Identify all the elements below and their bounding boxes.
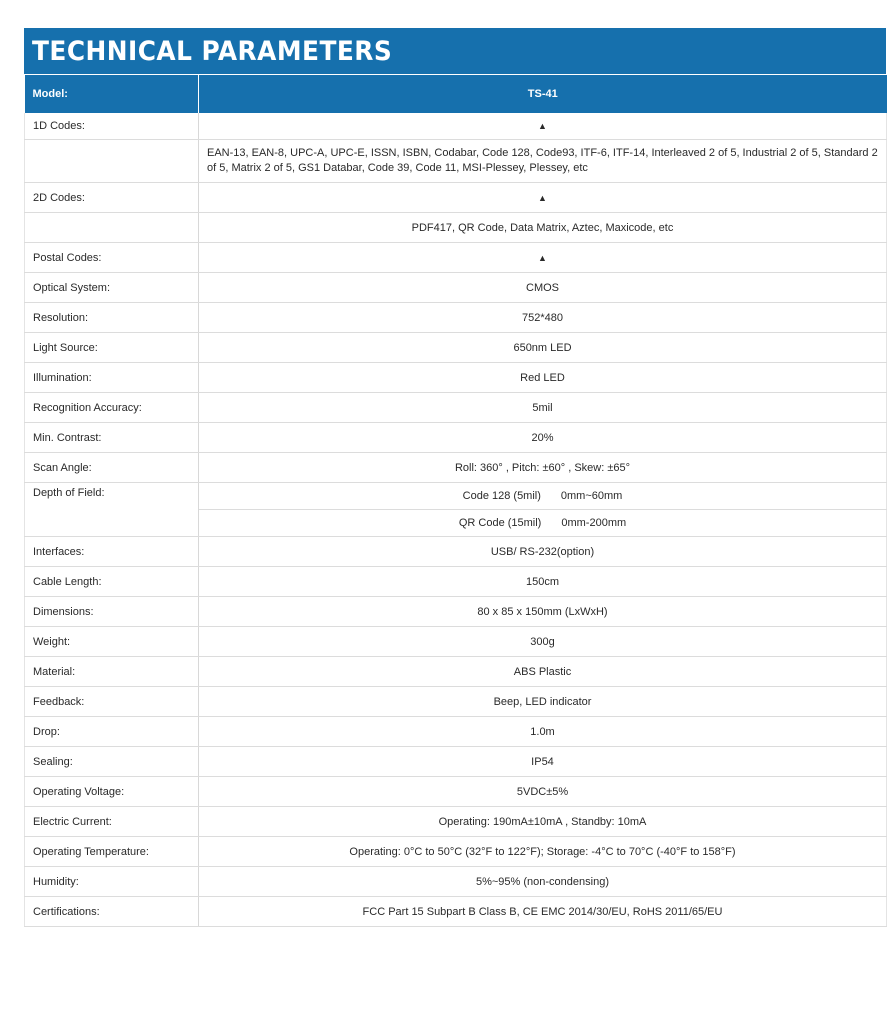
row-label: Min. Contrast:	[25, 423, 199, 453]
table-row	[25, 897, 887, 927]
row-label: Weight:	[25, 627, 199, 657]
row-postal-codes	[25, 243, 887, 273]
row-label: Scan Angle:	[25, 453, 199, 483]
table-row	[25, 333, 887, 363]
row-depth-of-field	[25, 483, 887, 510]
supported-marker-2d	[199, 183, 887, 213]
table-row	[25, 807, 887, 837]
row-label-empty	[25, 213, 199, 243]
row-label: Electric Current:	[25, 807, 199, 837]
row-label: 2D Codes:	[25, 183, 199, 213]
model-value: TS-41	[199, 75, 887, 113]
table-row	[25, 837, 887, 867]
row-value: CMOS	[199, 273, 887, 303]
row-value: 300g	[199, 627, 887, 657]
dof-range-2: 0mm-200mm	[561, 517, 627, 529]
supported-marker-postal	[199, 243, 887, 273]
row-label: Feedback:	[25, 687, 199, 717]
row-label: Light Source:	[25, 333, 199, 363]
triangle-icon: ▲	[538, 121, 547, 131]
row-label: Operating Temperature:	[25, 837, 199, 867]
dof-range-1: 0mm~60mm	[560, 490, 623, 502]
row-value: Operating: 190mA±10mA , Standby: 10mA	[199, 807, 887, 837]
row-1d-codes	[25, 113, 887, 140]
table-row	[25, 657, 887, 687]
row-label: Optical System:	[25, 273, 199, 303]
table-row	[25, 747, 887, 777]
table-row	[25, 627, 887, 657]
row-label: Material:	[25, 657, 199, 687]
row-label: 1D Codes:	[25, 113, 199, 140]
row-label: Illumination:	[25, 363, 199, 393]
table-row	[25, 423, 887, 453]
row-label: Cable Length:	[25, 567, 199, 597]
table-row	[25, 777, 887, 807]
model-label: Model:	[25, 75, 199, 113]
table-row	[25, 363, 887, 393]
table-row	[25, 687, 887, 717]
row-label: Interfaces:	[25, 537, 199, 567]
table-row	[25, 567, 887, 597]
table-row	[25, 303, 887, 333]
row-value: IP54	[199, 747, 887, 777]
codes-2d-list: PDF417, QR Code, Data Matrix, Aztec, Maxicode, etc	[199, 213, 887, 243]
row-value: 150cm	[199, 567, 887, 597]
table-row	[25, 273, 887, 303]
row-value: Roll: 360° , Pitch: ±60° , Skew: ±65°	[199, 453, 887, 483]
header-row	[25, 75, 887, 113]
row-label: Recognition Accuracy:	[25, 393, 199, 423]
row-value: 20%	[199, 423, 887, 453]
row-label: Operating Voltage:	[25, 777, 199, 807]
codes-1d-list: EAN-13, EAN-8, UPC-A, UPC-E, ISSN, ISBN, Codabar, Code 128, Code93, ITF-6, ITF-14, Interleaved 2 of 5, Industrial 2 of 5, Standard 2 of 5, Matrix 2 of 5, GS1 Databar, Code 39, Code 11, MSI-Plessey, Plessey, etc	[199, 140, 887, 183]
row-label: Depth of Field:	[25, 483, 199, 537]
row-1d-codes-list	[25, 140, 887, 183]
depth-of-field-line-2	[199, 510, 887, 537]
table-row	[25, 453, 887, 483]
page-title: TECHNICAL PARAMETERS	[32, 35, 393, 67]
table-row	[25, 537, 887, 567]
row-value: 5%~95% (non-condensing)	[199, 867, 887, 897]
triangle-icon: ▲	[538, 192, 547, 203]
row-label: Dimensions:	[25, 597, 199, 627]
row-value: FCC Part 15 Subpart B Class B, CE EMC 2014/30/EU, RoHS 2011/65/EU	[199, 897, 887, 927]
row-value: 5VDC±5%	[199, 777, 887, 807]
dof-code-1: Code 128 (5mil)	[462, 490, 541, 502]
row-2d-codes	[25, 183, 887, 213]
table-row	[25, 597, 887, 627]
supported-marker-1d	[199, 113, 887, 140]
row-value: Red LED	[199, 363, 887, 393]
row-label: Sealing:	[25, 747, 199, 777]
title-banner	[24, 28, 886, 75]
row-label: Certifications:	[25, 897, 199, 927]
row-label: Postal Codes:	[25, 243, 199, 273]
row-label-empty	[25, 140, 199, 183]
spec-table	[24, 75, 887, 927]
table-row	[25, 393, 887, 423]
row-2d-codes-list	[25, 213, 887, 243]
row-value: ABS Plastic	[199, 657, 887, 687]
row-value: 650nm LED	[199, 333, 887, 363]
depth-of-field-line-1	[199, 483, 887, 510]
triangle-icon: ▲	[538, 252, 547, 263]
dof-code-2: QR Code (15mil)	[458, 517, 542, 529]
technical-parameters-sheet	[24, 28, 886, 927]
row-value: 1.0m	[199, 717, 887, 747]
row-value: 752*480	[199, 303, 887, 333]
row-label: Drop:	[25, 717, 199, 747]
row-value: Operating: 0°C to 50°C (32°F to 122°F); Storage: -4°C to 70°C (-40°F to 158°F)	[199, 837, 887, 867]
row-value: USB/ RS-232(option)	[199, 537, 887, 567]
row-value: Beep, LED indicator	[199, 687, 887, 717]
row-value: 5mil	[199, 393, 887, 423]
row-label: Humidity:	[25, 867, 199, 897]
row-label: Resolution:	[25, 303, 199, 333]
table-row	[25, 717, 887, 747]
row-value: 80 x 85 x 150mm (LxWxH)	[199, 597, 887, 627]
table-row	[25, 867, 887, 897]
